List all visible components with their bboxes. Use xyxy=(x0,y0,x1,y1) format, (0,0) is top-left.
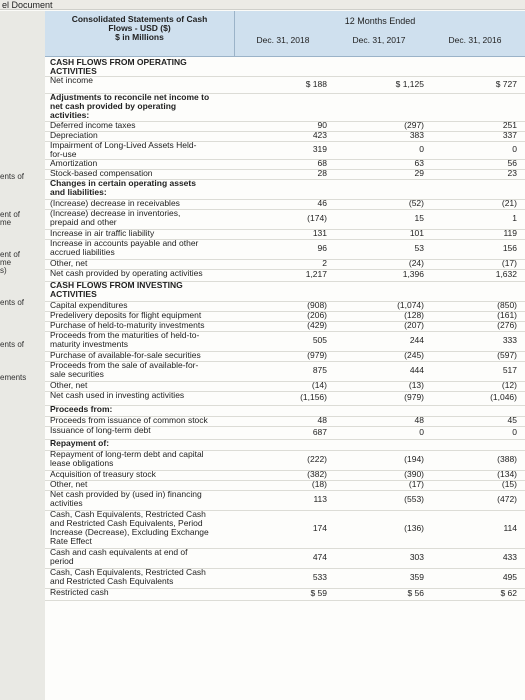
row-label: Proceeds from: xyxy=(50,405,113,414)
row-value-2016: 119 xyxy=(503,228,517,238)
row-value-2017: (390) xyxy=(404,469,424,479)
top-fragment-text: el Document xyxy=(2,0,53,10)
statement-title-line-3: $ in Millions xyxy=(115,33,164,42)
left-fragment-line: ent of xyxy=(0,251,21,259)
row-value-2018: (382) xyxy=(307,469,327,479)
row-label: Increase in air traffic liability xyxy=(50,229,155,238)
row-value-2018: 505 xyxy=(312,335,327,345)
row-value-2017: (194) xyxy=(404,454,424,464)
row-value-2016: 114 xyxy=(503,523,517,533)
cash-flow-statement xyxy=(45,11,525,700)
left-fragment-line: ements xyxy=(0,374,27,382)
table-row xyxy=(45,93,525,122)
row-label: CASH FLOWS FROM OPERATING ACTIVITIES xyxy=(50,58,187,76)
row-label: Predelivery deposits for flight equipment xyxy=(50,311,202,320)
row-label: Acquisition of treasury stock xyxy=(50,470,156,479)
row-value-2017: (24) xyxy=(408,258,424,268)
row-label: Repayment of: xyxy=(50,439,110,448)
row-label: Depreciation xyxy=(50,131,98,140)
row-label: Stock-based compensation xyxy=(50,169,153,178)
row-value-2017: 53 xyxy=(414,243,424,253)
table-row xyxy=(45,76,525,94)
row-value-2018: 319 xyxy=(312,144,327,154)
row-value-2018: (1,156) xyxy=(300,392,327,402)
row-value-2018: 46 xyxy=(317,198,327,208)
row-label: Capital expenditures xyxy=(50,301,128,310)
table-row xyxy=(45,588,525,601)
row-value-2016: 1,632 xyxy=(495,269,517,279)
table-row xyxy=(45,281,525,302)
row-label: Impairment of Long-Lived Assets Held- for-use xyxy=(50,141,197,159)
column-header-2016: Dec. 31, 2016 xyxy=(448,35,502,45)
row-value-2018: (206) xyxy=(307,310,327,320)
left-fragment-line: me xyxy=(0,258,12,267)
row-value-2016: (134) xyxy=(497,469,517,479)
row-value-2018: 2 xyxy=(322,258,327,268)
row-value-2017: (17) xyxy=(408,479,424,489)
row-label: Issuance of long-term debt xyxy=(50,426,151,435)
left-fragment xyxy=(0,251,44,275)
row-label: Cash and cash equivalents at end of period xyxy=(50,548,188,566)
row-value-2016: (472) xyxy=(497,494,517,504)
row-value-2016: 45 xyxy=(507,415,517,425)
row-value-2016: (597) xyxy=(497,350,517,360)
row-label: Purchase of held-to-maturity investments xyxy=(50,321,205,330)
column-header-2017: Dec. 31, 2017 xyxy=(352,35,406,45)
row-label: Net cash provided by operating activities xyxy=(50,269,203,278)
row-value-2018: (908) xyxy=(307,300,327,310)
row-value-2018: (14) xyxy=(311,380,327,390)
row-value-2017: 1,396 xyxy=(402,269,424,279)
row-value-2017: 0 xyxy=(419,144,424,154)
row-label: Purchase of available-for-sale securities xyxy=(50,351,201,360)
left-fragment-line: s) xyxy=(0,266,7,275)
table-row xyxy=(45,568,525,589)
row-value-2017: (207) xyxy=(404,320,424,330)
row-value-2017: (1,074) xyxy=(397,300,424,310)
row-value-2017: 48 xyxy=(414,415,424,425)
row-value-2016: 337 xyxy=(502,130,517,140)
row-value-2016: (161) xyxy=(497,310,517,320)
row-value-2018: (429) xyxy=(307,320,327,330)
period-header xyxy=(235,11,525,57)
row-label: Increase in accounts payable and other accrued liabilities xyxy=(50,239,199,257)
table-row xyxy=(45,426,525,440)
row-value-2017: $ 56 xyxy=(407,588,424,598)
row-label: Adjustments to reconcile net income to net cash provided by operating activities: xyxy=(50,93,210,120)
row-value-2016: 0 xyxy=(512,144,517,154)
row-value-2018: (222) xyxy=(307,454,327,464)
row-value-2018: 875 xyxy=(312,365,327,375)
left-fragment-line: ents of xyxy=(0,173,25,181)
statement-title-line-1: Consolidated Statements of Cash xyxy=(71,15,208,24)
row-label: Proceeds from the maturities of held-to- maturity investments xyxy=(50,331,200,349)
table-row xyxy=(45,361,525,382)
row-value-2017: 15 xyxy=(414,213,424,223)
period-group-label: 12 Months Ended xyxy=(344,16,416,26)
table-row xyxy=(45,141,525,160)
left-fragment-line: ents of xyxy=(0,299,25,307)
row-value-2017: (245) xyxy=(404,350,424,360)
row-label: Net income xyxy=(50,76,93,85)
row-value-2016: (276) xyxy=(497,320,517,330)
row-value-2018: 96 xyxy=(317,243,327,253)
row-label: Net cash provided by (used in) financing activities xyxy=(50,490,202,508)
left-fragment-line: ents of xyxy=(0,341,25,349)
left-fragment xyxy=(0,173,44,181)
row-value-2018: 174 xyxy=(312,523,327,533)
row-value-2018: (174) xyxy=(307,213,327,223)
row-value-2016: (15) xyxy=(501,479,517,489)
row-value-2017: 0 xyxy=(419,427,424,437)
row-value-2016: $ 727 xyxy=(495,79,517,89)
row-value-2017: (52) xyxy=(408,198,424,208)
row-value-2017: 359 xyxy=(409,572,424,582)
statement-title-line-2: Flows - USD ($) xyxy=(108,24,171,33)
row-value-2017: 29 xyxy=(414,168,424,178)
row-label: Deferred income taxes xyxy=(50,121,136,130)
row-value-2018: (979) xyxy=(307,350,327,360)
row-value-2018: 1,217 xyxy=(305,269,327,279)
row-value-2018: 68 xyxy=(317,158,327,168)
table-row xyxy=(45,548,525,569)
row-value-2018: 687 xyxy=(312,427,327,437)
row-value-2018: 28 xyxy=(317,168,327,178)
column-header-2018: Dec. 31, 2018 xyxy=(256,35,310,45)
left-clipped-panel xyxy=(0,11,46,700)
row-value-2016: 56 xyxy=(507,158,517,168)
table-row xyxy=(45,331,525,352)
row-value-2016: 495 xyxy=(502,572,517,582)
left-fragment xyxy=(0,299,44,307)
row-label: Other, net xyxy=(50,259,88,268)
row-value-2018: 474 xyxy=(312,552,327,562)
left-fragment xyxy=(0,341,44,349)
row-value-2018: 423 xyxy=(312,130,327,140)
row-value-2017: (136) xyxy=(404,523,424,533)
row-value-2017: 303 xyxy=(409,552,424,562)
row-value-2016: 23 xyxy=(507,168,517,178)
row-label: Restricted cash xyxy=(50,588,109,597)
row-value-2016: $ 62 xyxy=(500,588,517,598)
left-fragment xyxy=(0,374,44,382)
row-value-2018: $ 59 xyxy=(310,588,327,598)
row-value-2017: 63 xyxy=(414,158,424,168)
row-value-2018: (18) xyxy=(311,479,327,489)
row-label: Amortization xyxy=(50,159,98,168)
row-value-2017: 444 xyxy=(409,365,424,375)
row-value-2016: 156 xyxy=(502,243,517,253)
row-value-2016: (12) xyxy=(501,380,517,390)
row-label: Other, net xyxy=(50,381,88,390)
row-value-2018: 131 xyxy=(312,228,327,238)
row-value-2017: 101 xyxy=(409,228,424,238)
table-row xyxy=(45,239,525,260)
left-fragment-line: ent of xyxy=(0,211,21,219)
row-label: CASH FLOWS FROM INVESTING ACTIVITIES xyxy=(50,281,183,299)
row-value-2016: (850) xyxy=(497,300,517,310)
table-row xyxy=(45,58,525,77)
table-row xyxy=(45,179,525,200)
row-value-2016: 0 xyxy=(512,427,517,437)
table-row xyxy=(45,490,525,511)
row-label: Cash, Cash Equivalents, Restricted Cash and Restricted Cash Equivalents, Period Increase (Decrease), Excluding Exchange Rate Effect xyxy=(50,510,209,546)
row-value-2017: (297) xyxy=(404,120,424,130)
row-value-2016: 1 xyxy=(512,213,517,223)
row-value-2016: (388) xyxy=(497,454,517,464)
row-value-2016: 333 xyxy=(502,335,517,345)
row-label: Repayment of long-term debt and capital lease obligations xyxy=(50,450,204,468)
left-fragment xyxy=(0,211,44,227)
left-fragment-line: me xyxy=(0,218,12,227)
table-row xyxy=(45,209,525,230)
row-label: (Increase) decrease in receivables xyxy=(50,199,180,208)
row-value-2017: (13) xyxy=(408,380,424,390)
document-title-fragment xyxy=(0,0,525,10)
row-value-2017: (979) xyxy=(404,392,424,402)
row-label: Proceeds from issuance of common stock xyxy=(50,416,208,425)
row-value-2016: 517 xyxy=(502,365,517,375)
period-columns xyxy=(235,35,525,55)
row-value-2018: 90 xyxy=(317,120,327,130)
row-value-2018: 48 xyxy=(317,415,327,425)
row-value-2018: 113 xyxy=(313,494,327,504)
row-value-2016: (1,046) xyxy=(490,392,517,402)
row-value-2017: $ 1,125 xyxy=(395,79,424,89)
table-row xyxy=(45,450,525,471)
row-value-2018: 533 xyxy=(312,572,327,582)
row-value-2017: 383 xyxy=(409,130,424,140)
table-row xyxy=(45,510,525,549)
row-value-2016: (21) xyxy=(501,198,517,208)
row-label: Cash, Cash Equivalents, Restricted Cash and Restricted Cash Equivalents xyxy=(50,568,206,586)
row-value-2018: $ 188 xyxy=(305,79,327,89)
table-row xyxy=(45,391,525,406)
row-value-2017: 244 xyxy=(409,335,424,345)
row-value-2017: (128) xyxy=(404,310,424,320)
row-label: Net cash used in investing activities xyxy=(50,391,185,400)
row-value-2016: (17) xyxy=(501,258,517,268)
row-value-2016: 251 xyxy=(502,120,517,130)
row-value-2017: (553) xyxy=(404,494,424,504)
row-value-2016: 433 xyxy=(502,552,517,562)
statement-title-cell xyxy=(45,11,235,57)
row-label: (Increase) decrease in inventories, prepaid and other xyxy=(50,209,181,227)
row-label: Proceeds from the sale of available-for- sale securities xyxy=(50,361,199,379)
row-label: Changes in certain operating assets and liabilities: xyxy=(50,179,196,197)
row-label: Other, net xyxy=(50,480,88,489)
